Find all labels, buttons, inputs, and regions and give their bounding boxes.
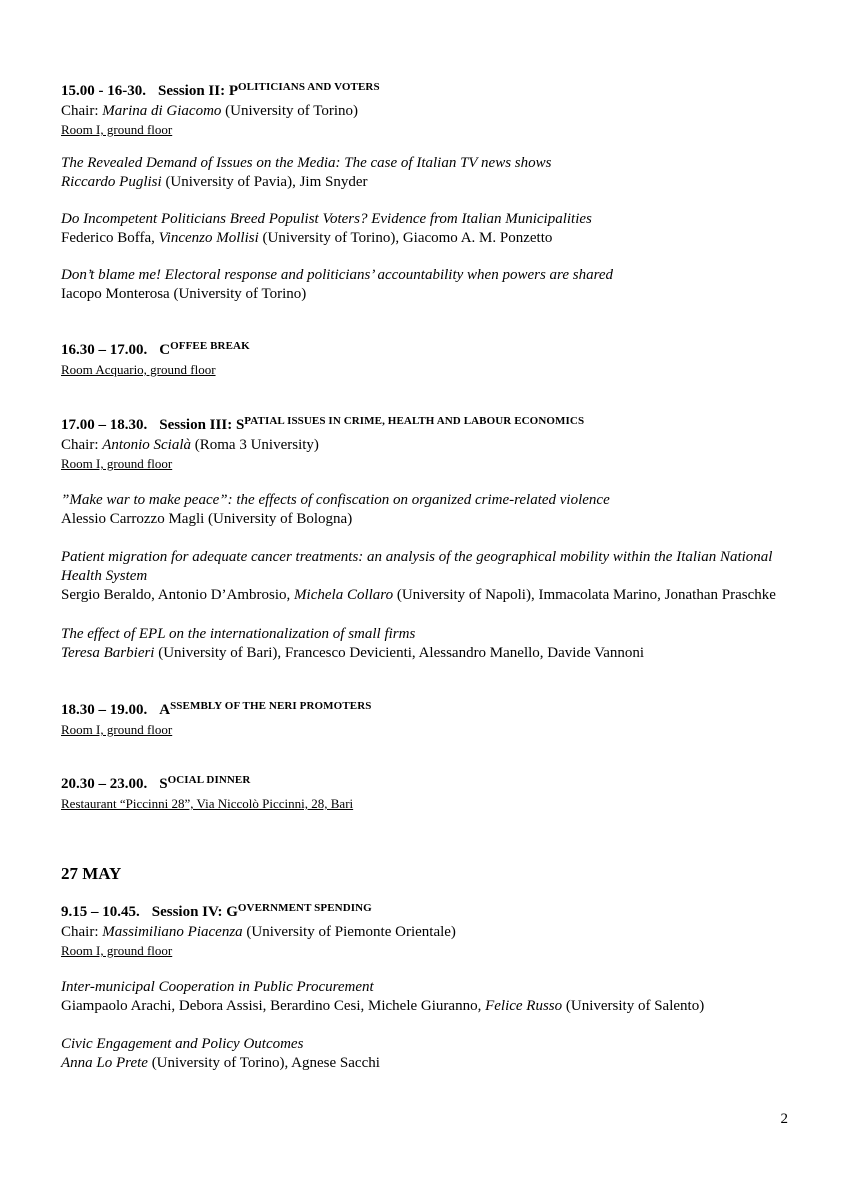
session-title: PATIAL ISSUES IN CRIME bbox=[244, 415, 383, 427]
session-chair bbox=[61, 923, 821, 942]
session-title: OLITICIANS AND VOTERS bbox=[238, 81, 380, 93]
author-presenter: Riccardo Puglisi bbox=[61, 174, 162, 190]
session-title-cont: , HEALTH AND LABOUR ECONOMICS bbox=[382, 415, 585, 427]
dinner-title-initial: S bbox=[159, 776, 168, 792]
author-others: Giampaolo Arachi, Debora Assisi, Berardino Cesi, Michele Giuranno, bbox=[61, 998, 486, 1014]
session-label: Session II: bbox=[158, 83, 229, 99]
dinner-location: Restaurant “Piccinni 28”, Via Niccolò Piccinni, 28, Bari bbox=[61, 796, 354, 811]
author-others: (University of Torino), Giacomo A. M. Ponzetto bbox=[258, 230, 553, 246]
session-time: 15.00 - 16-30. bbox=[61, 83, 146, 99]
session-title-initial: P bbox=[228, 83, 239, 99]
paper-entry bbox=[61, 266, 821, 304]
session-room: Room I, ground floor bbox=[61, 943, 173, 958]
paper-title: The Revealed Demand of Issues on the Media: The case of Italian TV news shows bbox=[61, 155, 552, 171]
chair-name: Antonio Scialà bbox=[102, 437, 191, 453]
break-block bbox=[61, 341, 821, 379]
dinner-title: OCIAL DINNER bbox=[167, 774, 251, 786]
author-others: Federico Boffa, bbox=[61, 230, 159, 246]
author-others: (University of Napoli), Immacolata Marino, Jonathan Praschke bbox=[393, 587, 776, 603]
author-presenter: Vincenzo Mollisi bbox=[158, 230, 259, 246]
session-time: 9.15 – 10.45. bbox=[61, 904, 140, 920]
break-time: 16.30 – 17.00. bbox=[61, 342, 148, 358]
chair-name: Massimiliano Piacenza bbox=[102, 924, 243, 940]
break-title: OFFEE BREAK bbox=[170, 340, 250, 352]
session-chair bbox=[61, 102, 821, 121]
paper-entry bbox=[61, 491, 821, 529]
paper-entry bbox=[61, 1035, 821, 1073]
session-room: Room I, ground floor bbox=[61, 456, 173, 471]
assembly-heading bbox=[61, 701, 821, 721]
paper-title: Civic Engagement and Policy Outcomes bbox=[61, 1036, 304, 1052]
assembly-title-end: ROMOTERS bbox=[306, 700, 372, 712]
chair-prefix: Chair: bbox=[61, 924, 103, 940]
chair-affiliation: (University of Piemonte Orientale) bbox=[242, 924, 456, 940]
paper-authors bbox=[61, 644, 821, 663]
paper-authors bbox=[61, 510, 821, 529]
dinner-heading bbox=[61, 775, 821, 795]
session-block bbox=[61, 903, 821, 960]
author-others: (University of Torino), Agnese Sacchi bbox=[147, 1055, 380, 1071]
chair-prefix: Chair: bbox=[61, 103, 103, 119]
assembly-block bbox=[61, 701, 821, 739]
author-others: (University of Pavia), Jim Snyder bbox=[161, 174, 368, 190]
session-time: 17.00 – 18.30. bbox=[61, 417, 148, 433]
paper-entry bbox=[61, 625, 821, 663]
session-title-initial: S bbox=[235, 417, 245, 433]
dinner-block bbox=[61, 775, 821, 813]
author-presenter: Teresa Barbieri bbox=[61, 645, 155, 661]
break-room: Room Acquario, ground floor bbox=[61, 362, 216, 377]
author-others: (University of Bari), Francesco Devicienti, Alessandro Manello, Davide Vannoni bbox=[154, 645, 645, 661]
assembly-time: 18.30 – 19.00. bbox=[61, 702, 148, 718]
author-presenter: Anna Lo Prete bbox=[61, 1055, 148, 1071]
paper-authors bbox=[61, 173, 821, 192]
paper-authors bbox=[61, 229, 821, 248]
session-label: Session IV: bbox=[151, 904, 227, 920]
session-heading bbox=[61, 416, 821, 436]
session-heading bbox=[61, 82, 821, 102]
session-block bbox=[61, 82, 821, 139]
session-chair bbox=[61, 436, 821, 455]
chair-name: Marina di Giacomo bbox=[102, 103, 222, 119]
session-heading bbox=[61, 903, 821, 923]
paper-authors bbox=[61, 586, 821, 605]
paper-authors bbox=[61, 1054, 821, 1073]
paper-title: Patient migration for adequate cancer treatments: an analysis of the geographical mobility within the Italian National Health System bbox=[61, 549, 773, 584]
page-number: 2 bbox=[780, 1111, 788, 1127]
author-others: Iacopo Monterosa (University of Torino) bbox=[61, 286, 307, 302]
paper-authors bbox=[61, 285, 821, 304]
session-title: OVERNMENT SPENDING bbox=[237, 902, 372, 914]
paper-title: Don’t blame me! Electoral response and politicians’ accountability when powers are shared bbox=[61, 267, 614, 283]
dinner-time: 20.30 – 23.00. bbox=[61, 776, 148, 792]
chair-affiliation: (Roma 3 University) bbox=[191, 437, 319, 453]
session-room: Room I, ground floor bbox=[61, 122, 173, 137]
paper-authors bbox=[61, 997, 821, 1016]
paper-entry bbox=[61, 548, 821, 605]
author-presenter: Michela Collaro bbox=[294, 587, 394, 603]
paper-title: The effect of EPL on the internationalization of small firms bbox=[61, 626, 416, 642]
paper-title: Do Incompetent Politicians Breed Populist Voters? Evidence from Italian Municipalities bbox=[61, 211, 592, 227]
paper-entry bbox=[61, 154, 821, 192]
chair-affiliation: (University of Torino) bbox=[221, 103, 358, 119]
chair-prefix: Chair: bbox=[61, 437, 103, 453]
author-others: (University of Salento) bbox=[562, 998, 705, 1014]
break-heading bbox=[61, 341, 821, 361]
paper-entry bbox=[61, 978, 821, 1016]
author-presenter: Felice Russo bbox=[485, 998, 563, 1014]
day-heading: 27 MAY bbox=[61, 864, 122, 883]
paper-entry bbox=[61, 210, 821, 248]
break-title-initial: C bbox=[159, 342, 171, 358]
author-others: Sergio Beraldo, Antonio D’Ambrosio, bbox=[61, 587, 295, 603]
session-label: Session III: bbox=[159, 417, 236, 433]
session-block bbox=[61, 416, 821, 473]
paper-title: Inter-municipal Cooperation in Public Procurement bbox=[61, 979, 374, 995]
author-others: Alessio Carrozzo Magli (University of Bologna) bbox=[61, 511, 353, 527]
assembly-room: Room I, ground floor bbox=[61, 722, 173, 737]
paper-title: ”Make war to make peace”: the effects of confiscation on organized crime-related violence bbox=[61, 492, 610, 508]
assembly-title-initial: A bbox=[159, 702, 171, 718]
assembly-title-mid: NERI P bbox=[268, 700, 307, 712]
assembly-title: SSEMBLY OF THE bbox=[170, 700, 269, 712]
session-title-initial: G bbox=[226, 904, 238, 920]
